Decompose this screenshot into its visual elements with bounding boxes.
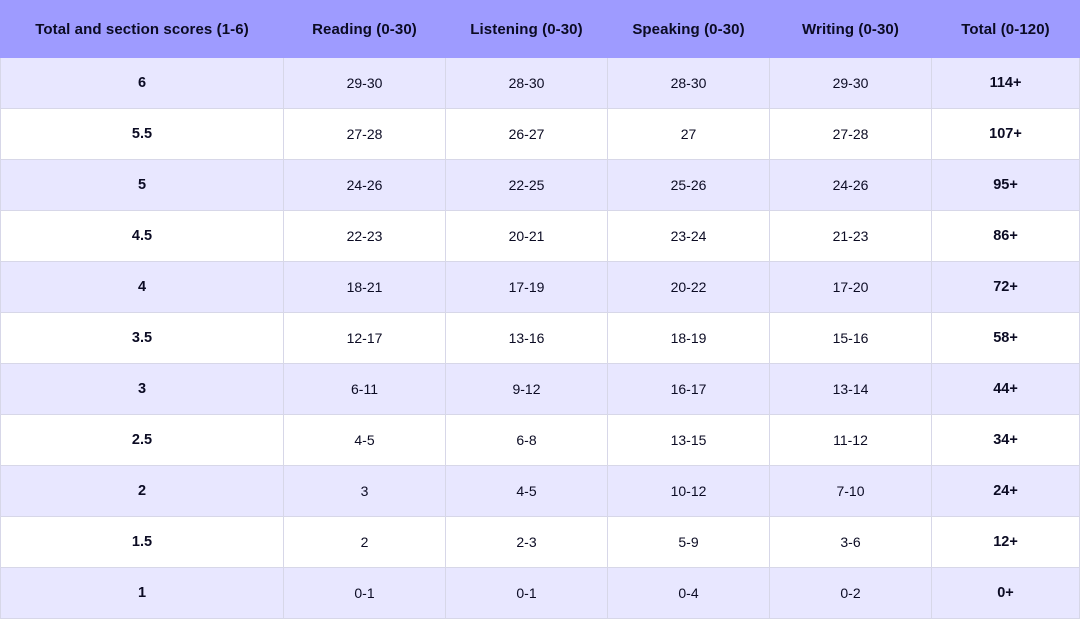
cell-speaking: 28-30 bbox=[608, 58, 770, 109]
cell-writing: 24-26 bbox=[770, 160, 932, 211]
cell-total: 95+ bbox=[932, 160, 1080, 211]
cell-listening: 28-30 bbox=[446, 58, 608, 109]
cell-band: 5.5 bbox=[1, 109, 284, 160]
cell-writing: 0-2 bbox=[770, 568, 932, 619]
cell-reading: 18-21 bbox=[284, 262, 446, 313]
cell-speaking: 27 bbox=[608, 109, 770, 160]
table-body bbox=[1, 58, 1080, 619]
cell-total: 24+ bbox=[932, 466, 1080, 517]
cell-band: 5 bbox=[1, 160, 284, 211]
cell-band: 1.5 bbox=[1, 517, 284, 568]
table-row bbox=[1, 517, 1080, 568]
table-header bbox=[1, 1, 1080, 58]
table-row bbox=[1, 313, 1080, 364]
cell-speaking: 23-24 bbox=[608, 211, 770, 262]
cell-writing: 15-16 bbox=[770, 313, 932, 364]
cell-listening: 20-21 bbox=[446, 211, 608, 262]
table-row bbox=[1, 568, 1080, 619]
cell-reading: 24-26 bbox=[284, 160, 446, 211]
cell-listening: 4-5 bbox=[446, 466, 608, 517]
cell-speaking: 25-26 bbox=[608, 160, 770, 211]
cell-reading: 0-1 bbox=[284, 568, 446, 619]
cell-writing: 27-28 bbox=[770, 109, 932, 160]
cell-total: 58+ bbox=[932, 313, 1080, 364]
column-header-writing: Writing (0-30) bbox=[770, 1, 932, 58]
cell-reading: 12-17 bbox=[284, 313, 446, 364]
cell-total: 86+ bbox=[932, 211, 1080, 262]
cell-total: 12+ bbox=[932, 517, 1080, 568]
cell-listening: 13-16 bbox=[446, 313, 608, 364]
cell-total: 0+ bbox=[932, 568, 1080, 619]
cell-total: 44+ bbox=[932, 364, 1080, 415]
cell-reading: 27-28 bbox=[284, 109, 446, 160]
table-row bbox=[1, 58, 1080, 109]
cell-reading: 3 bbox=[284, 466, 446, 517]
cell-listening: 2-3 bbox=[446, 517, 608, 568]
table-row bbox=[1, 466, 1080, 517]
cell-total: 114+ bbox=[932, 58, 1080, 109]
table-row bbox=[1, 262, 1080, 313]
cell-band: 6 bbox=[1, 58, 284, 109]
cell-writing: 17-20 bbox=[770, 262, 932, 313]
cell-reading: 2 bbox=[284, 517, 446, 568]
cell-writing: 29-30 bbox=[770, 58, 932, 109]
cell-writing: 7-10 bbox=[770, 466, 932, 517]
table-row bbox=[1, 415, 1080, 466]
cell-band: 4.5 bbox=[1, 211, 284, 262]
cell-speaking: 16-17 bbox=[608, 364, 770, 415]
cell-listening: 9-12 bbox=[446, 364, 608, 415]
table-row bbox=[1, 109, 1080, 160]
cell-reading: 22-23 bbox=[284, 211, 446, 262]
cell-band: 2.5 bbox=[1, 415, 284, 466]
cell-speaking: 13-15 bbox=[608, 415, 770, 466]
cell-speaking: 20-22 bbox=[608, 262, 770, 313]
cell-listening: 22-25 bbox=[446, 160, 608, 211]
cell-reading: 6-11 bbox=[284, 364, 446, 415]
cell-total: 107+ bbox=[932, 109, 1080, 160]
column-header-reading: Reading (0-30) bbox=[284, 1, 446, 58]
cell-band: 2 bbox=[1, 466, 284, 517]
cell-listening: 26-27 bbox=[446, 109, 608, 160]
cell-writing: 21-23 bbox=[770, 211, 932, 262]
cell-total: 72+ bbox=[932, 262, 1080, 313]
cell-writing: 13-14 bbox=[770, 364, 932, 415]
cell-band: 3.5 bbox=[1, 313, 284, 364]
table-header-row bbox=[1, 1, 1080, 58]
cell-band: 1 bbox=[1, 568, 284, 619]
column-header-total: Total (0-120) bbox=[932, 1, 1080, 58]
cell-listening: 6-8 bbox=[446, 415, 608, 466]
table-row bbox=[1, 364, 1080, 415]
column-header-speaking: Speaking (0-30) bbox=[608, 1, 770, 58]
column-header-listening: Listening (0-30) bbox=[446, 1, 608, 58]
cell-reading: 4-5 bbox=[284, 415, 446, 466]
cell-reading: 29-30 bbox=[284, 58, 446, 109]
cell-total: 34+ bbox=[932, 415, 1080, 466]
cell-writing: 3-6 bbox=[770, 517, 932, 568]
cell-band: 4 bbox=[1, 262, 284, 313]
cell-writing: 11-12 bbox=[770, 415, 932, 466]
cell-speaking: 10-12 bbox=[608, 466, 770, 517]
table-row bbox=[1, 211, 1080, 262]
cell-listening: 17-19 bbox=[446, 262, 608, 313]
cell-speaking: 18-19 bbox=[608, 313, 770, 364]
cell-listening: 0-1 bbox=[446, 568, 608, 619]
cell-speaking: 5-9 bbox=[608, 517, 770, 568]
table-row bbox=[1, 160, 1080, 211]
column-header-band: Total and section scores (1-6) bbox=[1, 1, 284, 58]
cell-speaking: 0-4 bbox=[608, 568, 770, 619]
cell-band: 3 bbox=[1, 364, 284, 415]
